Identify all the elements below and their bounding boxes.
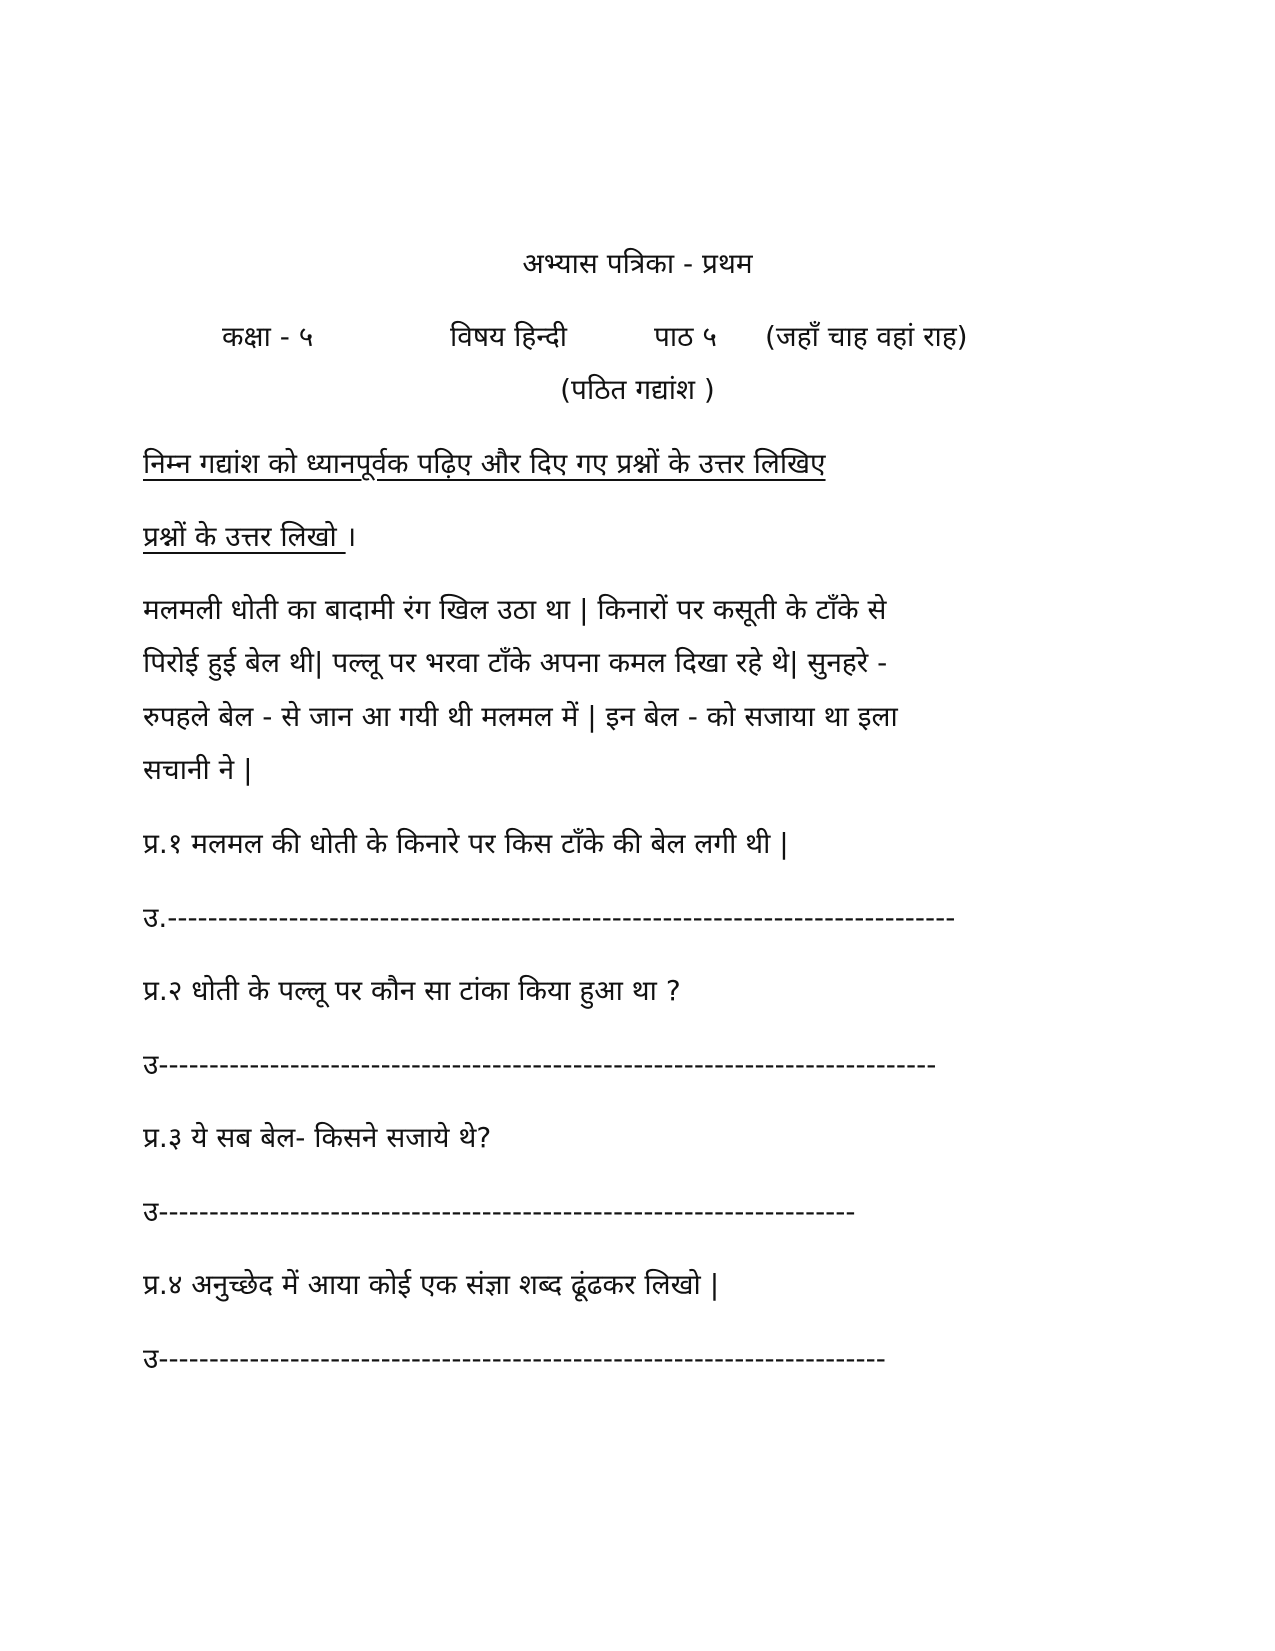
passage-line: मलमली धोती का बादामी रंग खिल उठा था | किनारों पर कसूती के टाँके से <box>143 593 887 626</box>
instruction-underlined-text: प्रश्नों के उत्तर लिखो <box>143 520 346 553</box>
answer-line-2: उ----------------------------------------------------------------------------- <box>143 1048 937 1081</box>
worksheet-subtitle: (पठित गद्यांश ) <box>560 373 715 406</box>
lesson-name: (जहाँ चाह वहां राह) <box>765 320 968 353</box>
question-1: प्र.१ मलमल की धोती के किनारे पर किस टाँके की बेल लगी थी | <box>143 827 789 860</box>
instruction-line-2 <box>143 517 356 557</box>
lesson-label: पाठ ५ <box>654 320 717 353</box>
passage-line: पिरोई हुई बेल थी| पल्लू पर भरवा टाँके अपना कमल दिखा रहे थे| सुनहरे - <box>143 646 888 679</box>
answer-line-4: उ------------------------------------------------------------------------ <box>143 1342 886 1375</box>
question-3: प्र.३ ये सब बेल- किसने सजाये थे? <box>143 1121 492 1154</box>
instruction-end-mark: । <box>345 520 357 553</box>
passage-line: रुपहले बेल - से जान आ गयी थी मलमल में | इन बेल - को सजाया था इला <box>143 700 898 733</box>
question-4: प्र.४ अनुच्छेद में आया कोई एक संज्ञा शब्द ढूंढकर लिखो | <box>143 1268 720 1301</box>
subject-label: विषय हिन्दी <box>450 320 568 353</box>
answer-line-1: उ.------------------------------------------------------------------------------ <box>143 901 956 934</box>
worksheet-title: अभ्यास पत्रिका - प्रथम <box>522 247 753 280</box>
instruction-line: निम्न गद्यांश को ध्यानपूर्वक पढ़िए और दिए गए प्रश्नों के उत्तर लिखिए <box>143 447 826 480</box>
answer-line-3: उ--------------------------------------------------------------------- <box>143 1195 856 1228</box>
question-2: प्र.२ धोती के पल्लू पर कौन सा टांका किया हुआ था ? <box>143 974 681 1007</box>
class-label: कक्षा - ५ <box>222 320 314 353</box>
passage-line: सचानी ने | <box>143 753 253 786</box>
